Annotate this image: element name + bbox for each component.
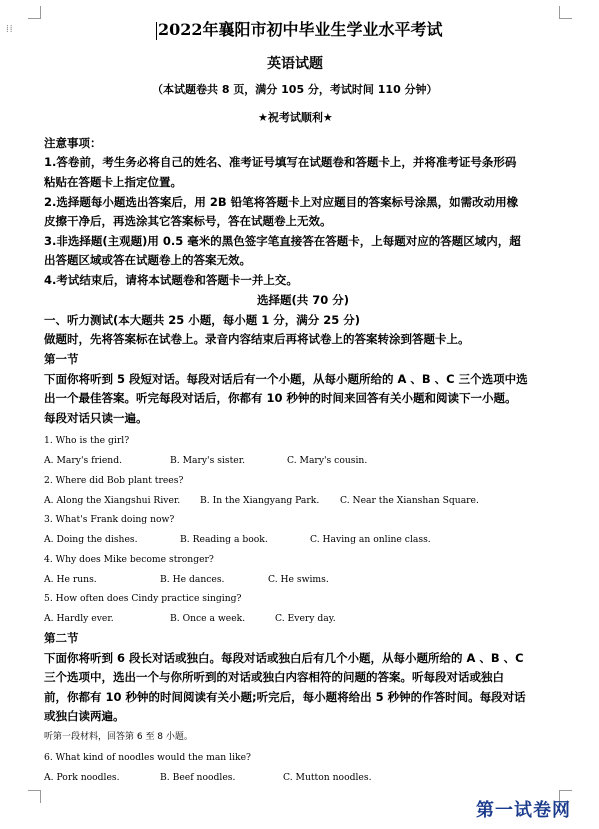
notice-heading: 注意事项： bbox=[44, 136, 102, 150]
option-a: A. He runs. bbox=[44, 574, 97, 585]
notice-line: 出答题区域或答在试题卷上的答案无效。 bbox=[44, 253, 251, 267]
option-a: A. Mary's friend. bbox=[44, 455, 122, 466]
question-text: 1. Who is the girl? bbox=[44, 435, 130, 446]
section-2-heading: 第二节 bbox=[44, 631, 79, 645]
option-c: C. Having an online class. bbox=[310, 534, 431, 545]
exam-wish: ★祝考试顺利★ bbox=[258, 111, 333, 124]
site-watermark: 第一试卷网 bbox=[476, 800, 571, 821]
section-1-instruction: 出一个最佳答案。听完每段对话后，你都有 10 秒钟的时间来回答有关小题和阅读下一小题。 bbox=[44, 391, 517, 405]
listening-note: 做题时，先将答案标在试卷上。录音内容结束后再将试卷上的答案转涂到答题卡上。 bbox=[44, 332, 470, 346]
drag-handle-icon[interactable]: ⁞⁞ bbox=[6, 24, 14, 35]
notice-line: 2.选择题每小题选出答案后，用 2B 铅笔将答题卡上对应题目的答案标号涂黑，如需改动用橡 bbox=[44, 195, 519, 209]
question-text: 4. Why does Mike become stronger? bbox=[44, 554, 214, 565]
material-note: 听第一段材料，回答第 6 至 8 小题。 bbox=[44, 732, 193, 742]
notice-line: 粘贴在答题卡上指定位置。 bbox=[44, 175, 182, 189]
option-c: C. He swims. bbox=[268, 574, 329, 585]
question-text: 5. How often does Cindy practice singing? bbox=[44, 593, 242, 604]
text-cursor bbox=[156, 22, 157, 40]
option-b: B. Mary's sister. bbox=[170, 455, 246, 466]
section-1-instruction: 每段对话只读一遍。 bbox=[44, 411, 148, 425]
section-2-instruction: 三个选项中，选出一个与你所听到的对话或独白内容相符的问题的答案。听每段对话或独白 bbox=[44, 670, 504, 684]
option-b: B. In the Xiangyang Park. bbox=[200, 495, 320, 506]
option-c: C. Every day. bbox=[275, 613, 336, 624]
notice-line: 1.答卷前，考生务必将自己的姓名、准考证号填写在试题卷和答题卡上，并将准考证号条形码 bbox=[44, 155, 517, 169]
notice-line: 3.非选择题(主观题)用 0.5 毫米的黑色签字笔直接答在答题卡，上每题对应的答题区域内，超 bbox=[44, 234, 521, 248]
option-a: A. Along the Xiangshui River. bbox=[44, 495, 181, 506]
exam-subject: 英语试题 bbox=[267, 56, 323, 72]
section-1-instruction: 下面你将听到 5 段短对话。每段对话后有一个小题，从每小题所给的 A 、B 、C 三个选项中选 bbox=[44, 372, 528, 386]
question-text: 2. Where did Bob plant trees? bbox=[44, 475, 184, 486]
option-b: B. Reading a book. bbox=[180, 534, 268, 545]
exam-title: 2022年襄阳市初中毕业生学业水平考试 bbox=[158, 20, 443, 39]
choice-heading: 选择题(共 70 分) bbox=[257, 293, 350, 307]
exam-info: （本试题卷共 8 页，满分 105 分，考试时间 110 分钟） bbox=[152, 83, 438, 96]
option-b: B. He dances. bbox=[160, 574, 225, 585]
option-c: C. Mutton noodles. bbox=[283, 772, 372, 783]
option-b: B. Beef noodles. bbox=[160, 772, 236, 783]
page-corner-mark bbox=[28, 6, 41, 19]
listening-part-heading: 一、听力测试(本大题共 25 小题，每小题 1 分，满分 25 分) bbox=[44, 313, 361, 327]
notice-line: 4.考试结束后，请将本试题卷和答题卡一并上交。 bbox=[44, 273, 298, 287]
option-a: A. Hardly ever. bbox=[44, 613, 114, 624]
notice-line: 皮擦干净后，再选涂其它答案标号，答在试题卷上无效。 bbox=[44, 214, 332, 228]
page-corner-mark bbox=[28, 790, 41, 803]
section-2-instruction: 下面你将听到 6 段长对话或独白。每段对话或独白后有几个小题，从每小题所给的 A 、B 、C bbox=[44, 651, 524, 665]
option-a: A. Pork noodles. bbox=[44, 772, 120, 783]
section-1-heading: 第一节 bbox=[44, 352, 79, 366]
section-2-instruction: 或独白读两遍。 bbox=[44, 709, 125, 723]
option-c: C. Near the Xianshan Square. bbox=[340, 495, 479, 506]
option-c: C. Mary's cousin. bbox=[287, 455, 368, 466]
page-corner-mark bbox=[559, 6, 572, 19]
section-2-instruction: 前，你都有 10 秒钟的时间阅读有关小题;听完后，每小题将给出 5 秒钟的作答时间。每段对话 bbox=[44, 690, 526, 704]
option-a: A. Doing the dishes. bbox=[44, 534, 138, 545]
option-b: B. Once a week. bbox=[170, 613, 246, 624]
question-text: 6. What kind of noodles would the man like? bbox=[44, 752, 251, 763]
question-text: 3. What's Frank doing now? bbox=[44, 514, 175, 525]
